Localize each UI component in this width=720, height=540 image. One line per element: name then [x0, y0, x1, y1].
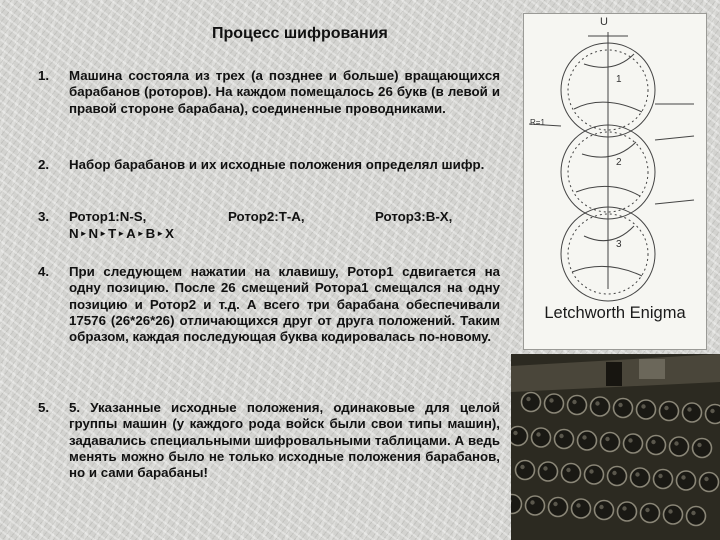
- keyboard-key: [624, 434, 643, 453]
- key-highlight: [536, 432, 540, 436]
- key-highlight: [697, 443, 701, 447]
- key-highlight: [664, 406, 668, 410]
- path-letter: B: [145, 226, 156, 241]
- wire: [584, 54, 634, 67]
- keyboard-key: [572, 499, 591, 518]
- key-highlight: [710, 409, 714, 413]
- keyboard-key: [631, 468, 650, 487]
- key-highlight: [618, 403, 622, 407]
- keyboard-key: [618, 502, 637, 521]
- diagram-label-rotor1: 1: [616, 74, 622, 85]
- diagram-label-top: U: [600, 16, 608, 28]
- list-item-1: [38, 68, 500, 117]
- key-highlight: [576, 503, 580, 507]
- keyboard-key: [706, 405, 720, 424]
- key-highlight: [530, 500, 534, 504]
- key-highlight: [582, 435, 586, 439]
- list-number: 3.: [38, 209, 50, 224]
- key-highlight: [520, 465, 524, 469]
- wire: [584, 226, 634, 241]
- key-highlight: [691, 511, 695, 515]
- rotor1-setting: Ротор1:N-S,: [69, 209, 147, 224]
- diagram-label-rotor3: 3: [616, 239, 622, 250]
- key-highlight: [651, 440, 655, 444]
- keyboard-key: [555, 430, 574, 449]
- list-item-2: [38, 157, 500, 173]
- keyboard-key: [516, 461, 535, 480]
- key-highlight: [526, 397, 530, 401]
- arrow-icon: ►: [79, 229, 88, 238]
- keyboard-key: [532, 428, 551, 447]
- keyboard-key: [677, 471, 696, 490]
- path-letter: N: [88, 226, 99, 241]
- key-highlight: [704, 477, 708, 481]
- key-highlight: [543, 466, 547, 470]
- keyboard-key: [687, 507, 706, 526]
- keyboard-key: [595, 501, 614, 520]
- keyboard-key: [614, 399, 633, 418]
- keyboard-key: [591, 397, 610, 416]
- key-highlight: [566, 468, 570, 472]
- keyboard-key: [700, 473, 719, 492]
- keyboard-key: [670, 437, 689, 456]
- arrow-icon: ►: [156, 229, 165, 238]
- key-highlight: [635, 472, 639, 476]
- key-highlight: [612, 471, 616, 475]
- keyboard-graphic: [511, 354, 720, 540]
- keyboard-key: [522, 393, 541, 412]
- rotor3-setting: Ротор3:В-Х,: [375, 209, 453, 224]
- key-highlight: [595, 401, 599, 405]
- arrow-icon: ►: [99, 229, 108, 238]
- keyboard-key: [608, 467, 627, 486]
- keyboard-key: [654, 470, 673, 489]
- machine-plate: [639, 359, 665, 379]
- keyboard-key: [545, 394, 564, 413]
- key-highlight: [681, 475, 685, 479]
- key-highlight: [668, 509, 672, 513]
- keyboard-key: [511, 427, 528, 446]
- keyboard-key: [601, 433, 620, 452]
- keyboard-key: [568, 396, 587, 415]
- list-number: 2.: [38, 157, 50, 172]
- key-highlight: [559, 434, 563, 438]
- rotor-diagram-graphic: [524, 14, 706, 349]
- list-number: 1.: [38, 68, 50, 83]
- list-item-5: [38, 400, 500, 481]
- key-highlight: [549, 398, 553, 402]
- key-highlight: [658, 474, 662, 478]
- list-text: Машина состояла из трех (а позднее и больше) вращающихся барабанов (роторов). На каждом помещалось 26 букв (в левой и правой стороне барабана), соединенные проводниками.: [69, 68, 500, 116]
- wire: [572, 266, 642, 276]
- diagram-label-input: R=1: [530, 118, 545, 127]
- keyboard-key: [578, 431, 597, 450]
- keyboard-key: [562, 464, 581, 483]
- key-highlight: [572, 400, 576, 404]
- keyboard-key: [664, 505, 683, 524]
- key-highlight: [513, 431, 517, 435]
- enigma-rotor-diagram: [523, 13, 707, 350]
- keyboard-key: [647, 436, 666, 455]
- arrow-icon: ►: [117, 229, 126, 238]
- keyboard-key: [693, 439, 712, 458]
- pointer-line: [655, 136, 694, 140]
- path-letter: A: [126, 226, 136, 241]
- path-letter: X: [165, 226, 175, 241]
- list-text: При следующем нажатии на клавишу, Ротор1 сдвигается на одну позицию. После 26 смещений Ротора1 смещался на одну позицию и Ротор2 и т.д. А всего три барабана обеспечивали 17576 (26*26*26) отличающихся друг от друга положений. Таким образом, каждая последующая буква кодировалась по-новому.: [69, 264, 500, 345]
- list-number: 5.: [38, 400, 50, 415]
- keyboard-key: [660, 402, 679, 421]
- key-highlight: [589, 469, 593, 473]
- keyboard-key: [539, 462, 558, 481]
- key-highlight: [628, 438, 632, 442]
- pointer-line: [655, 200, 694, 204]
- key-highlight: [599, 505, 603, 509]
- machine-lever: [606, 362, 622, 386]
- diagram-label-rotor2: 2: [616, 157, 622, 168]
- key-highlight: [622, 506, 626, 510]
- rotor2-setting: Ротор2:Т-А,: [228, 209, 305, 224]
- keyboard-key: [526, 496, 545, 515]
- list-number: 4.: [38, 264, 50, 279]
- path-letter: N: [69, 226, 79, 241]
- path-letter: T: [108, 226, 117, 241]
- key-highlight: [605, 437, 609, 441]
- enigma-keyboard-photo: [511, 354, 720, 540]
- key-highlight: [687, 407, 691, 411]
- keyboard-key: [549, 498, 568, 517]
- key-highlight: [553, 502, 557, 506]
- key-highlight: [674, 441, 678, 445]
- keyboard-key: [641, 504, 660, 523]
- key-highlight: [645, 508, 649, 512]
- figure-caption: Letchworth Enigma: [544, 304, 686, 322]
- list-text: 5. Указанные исходные положения, одинаковые для целой группы машин (у каждого рода войск были свои типы машин), задавались специальными шифровальными таблицами. А ведь менять можно было не только исходные положения барабанов, но и сами барабаны!: [69, 400, 500, 481]
- list-text: Набор барабанов и их исходные положения определял шифр.: [69, 157, 485, 172]
- slide-title: Процесс шифрования: [212, 25, 388, 42]
- keyboard-key: [585, 465, 604, 484]
- list-item-4: [38, 264, 500, 345]
- wire: [582, 142, 636, 157]
- arrow-icon: ►: [136, 229, 145, 238]
- keyboard-key: [683, 403, 702, 422]
- key-highlight: [641, 404, 645, 408]
- signal-path: [69, 226, 174, 242]
- keyboard-key: [637, 400, 656, 419]
